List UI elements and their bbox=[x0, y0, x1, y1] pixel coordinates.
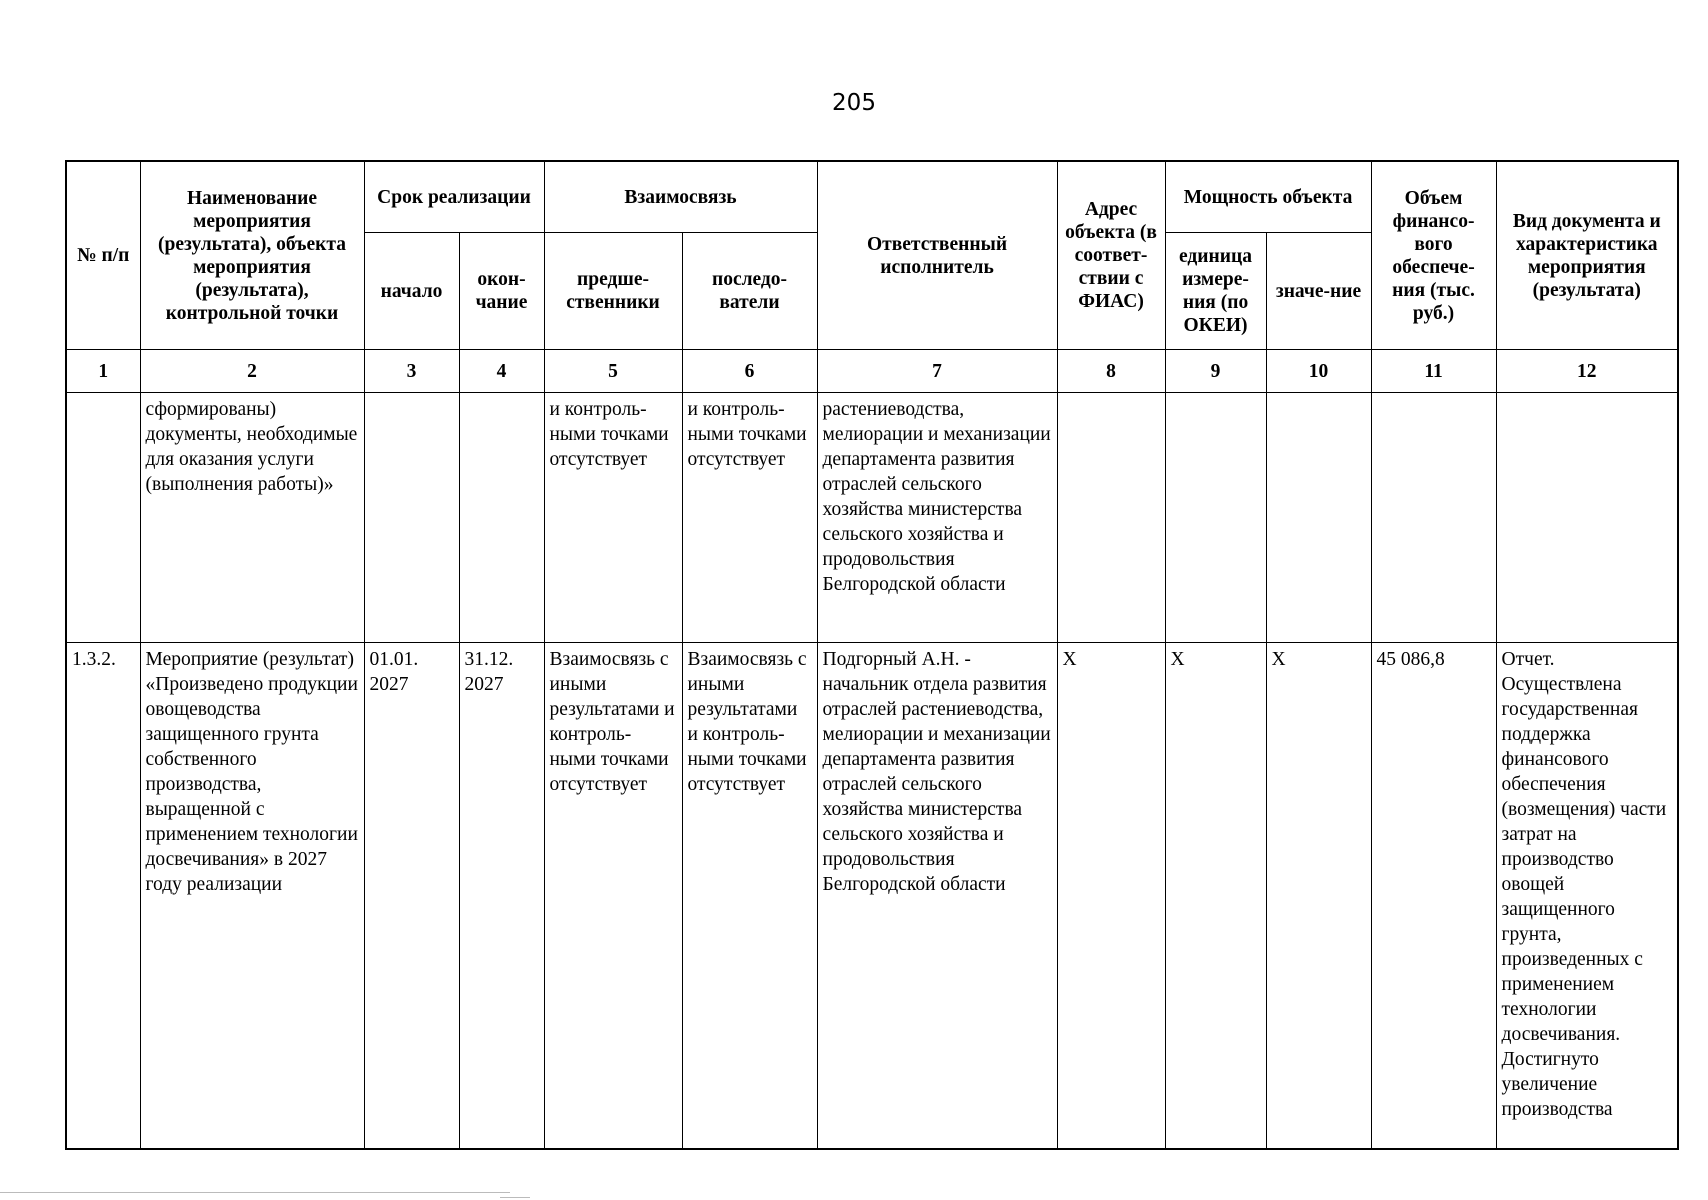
column-number: 6 bbox=[682, 350, 817, 393]
column-number: 12 bbox=[1496, 350, 1678, 393]
cell-unit: X bbox=[1165, 643, 1266, 1150]
header-finance: Объем финансо-вого обеспече-ния (тыс. руб.) bbox=[1371, 161, 1496, 350]
cell-name: сформированы) документы, необходимые для оказания услуги (выполнения работы)» bbox=[140, 393, 364, 643]
scan-artifact-line bbox=[0, 1192, 510, 1193]
header-capacity-value: значе-ние bbox=[1266, 233, 1371, 350]
header-link-next: последо-ватели bbox=[682, 233, 817, 350]
header-link-prev: предше-ственники bbox=[544, 233, 682, 350]
cell-name: Мероприятие (результат) «Произведено продукции овощеводства защищенного грунта собственного производства, выращенной с применением технологии досвечивания» в 2027 году реализации bbox=[140, 643, 364, 1150]
cell-unit bbox=[1165, 393, 1266, 643]
header-capacity: Мощность объекта bbox=[1165, 161, 1371, 233]
header-capacity-unit: единица измере-ния (по ОКЕИ) bbox=[1165, 233, 1266, 350]
cell-executor: Подгорный А.Н. - начальник отдела развития отраслей растениеводства, мелиорации и механизации департамента развития отраслей сельского хозяйства министерства сельского хозяйства и продовольствия Белгородской области bbox=[817, 643, 1057, 1150]
column-number: 1 bbox=[66, 350, 140, 393]
cell-finance: 45 086,8 bbox=[1371, 643, 1496, 1150]
cell-prev: Взаимосвязь с иными результатами и контроль-ными точками отсутствует bbox=[544, 643, 682, 1150]
cell-start bbox=[364, 393, 459, 643]
column-number: 4 bbox=[459, 350, 544, 393]
cell-end bbox=[459, 393, 544, 643]
header-address: Адрес объекта (в соответ-ствии с ФИАС) bbox=[1057, 161, 1165, 350]
header-link: Взаимосвязь bbox=[544, 161, 817, 233]
header-term: Срок реализации bbox=[364, 161, 544, 233]
page-number: 205 bbox=[832, 90, 876, 116]
column-number: 10 bbox=[1266, 350, 1371, 393]
cell-no: 1.3.2. bbox=[66, 643, 140, 1150]
cell-next: Взаимосвязь с иными результатами и контроль-ными точками отсутствует bbox=[682, 643, 817, 1150]
cell-doc: Отчет. Осуществлена государственная поддержка финансового обеспечения (возмещения) части затрат на производство овощей защищенного грунта, произведенных с применением технологии досвечивания. Достигнуто увеличение производства bbox=[1496, 643, 1678, 1150]
cell-next: и контроль-ными точками отсутствует bbox=[682, 393, 817, 643]
cell-executor: растениеводства, мелиорации и механизации департамента развития отраслей сельского хозяйства министерства сельского хозяйства и продовольствия Белгородской области bbox=[817, 393, 1057, 643]
header-doc: Вид документа и характеристика мероприятия (результата) bbox=[1496, 161, 1678, 350]
cell-doc bbox=[1496, 393, 1678, 643]
cell-prev: и контроль-ными точками отсутствует bbox=[544, 393, 682, 643]
header-executor: Ответственный исполнитель bbox=[817, 161, 1057, 350]
cell-address bbox=[1057, 393, 1165, 643]
column-number: 9 bbox=[1165, 350, 1266, 393]
header-no: № п/п bbox=[66, 161, 140, 350]
plan-table bbox=[65, 160, 1679, 1150]
cell-value: X bbox=[1266, 643, 1371, 1150]
header-name: Наименование мероприятия (результата), объекта мероприятия (результата), контрольной точки bbox=[140, 161, 364, 350]
table-row bbox=[66, 393, 1678, 643]
scan-artifact-line bbox=[500, 1197, 530, 1198]
cell-finance bbox=[1371, 393, 1496, 643]
column-number: 5 bbox=[544, 350, 682, 393]
cell-start: 01.01. 2027 bbox=[364, 643, 459, 1150]
column-number: 11 bbox=[1371, 350, 1496, 393]
column-number: 8 bbox=[1057, 350, 1165, 393]
cell-no bbox=[66, 393, 140, 643]
column-number-row bbox=[66, 350, 1678, 393]
header-row-1 bbox=[66, 161, 1678, 233]
column-number: 2 bbox=[140, 350, 364, 393]
cell-value bbox=[1266, 393, 1371, 643]
header-term-start: начало bbox=[364, 233, 459, 350]
column-number: 7 bbox=[817, 350, 1057, 393]
column-number: 3 bbox=[364, 350, 459, 393]
cell-address: X bbox=[1057, 643, 1165, 1150]
header-term-end: окон-чание bbox=[459, 233, 544, 350]
cell-end: 31.12. 2027 bbox=[459, 643, 544, 1150]
table-row bbox=[66, 643, 1678, 1150]
